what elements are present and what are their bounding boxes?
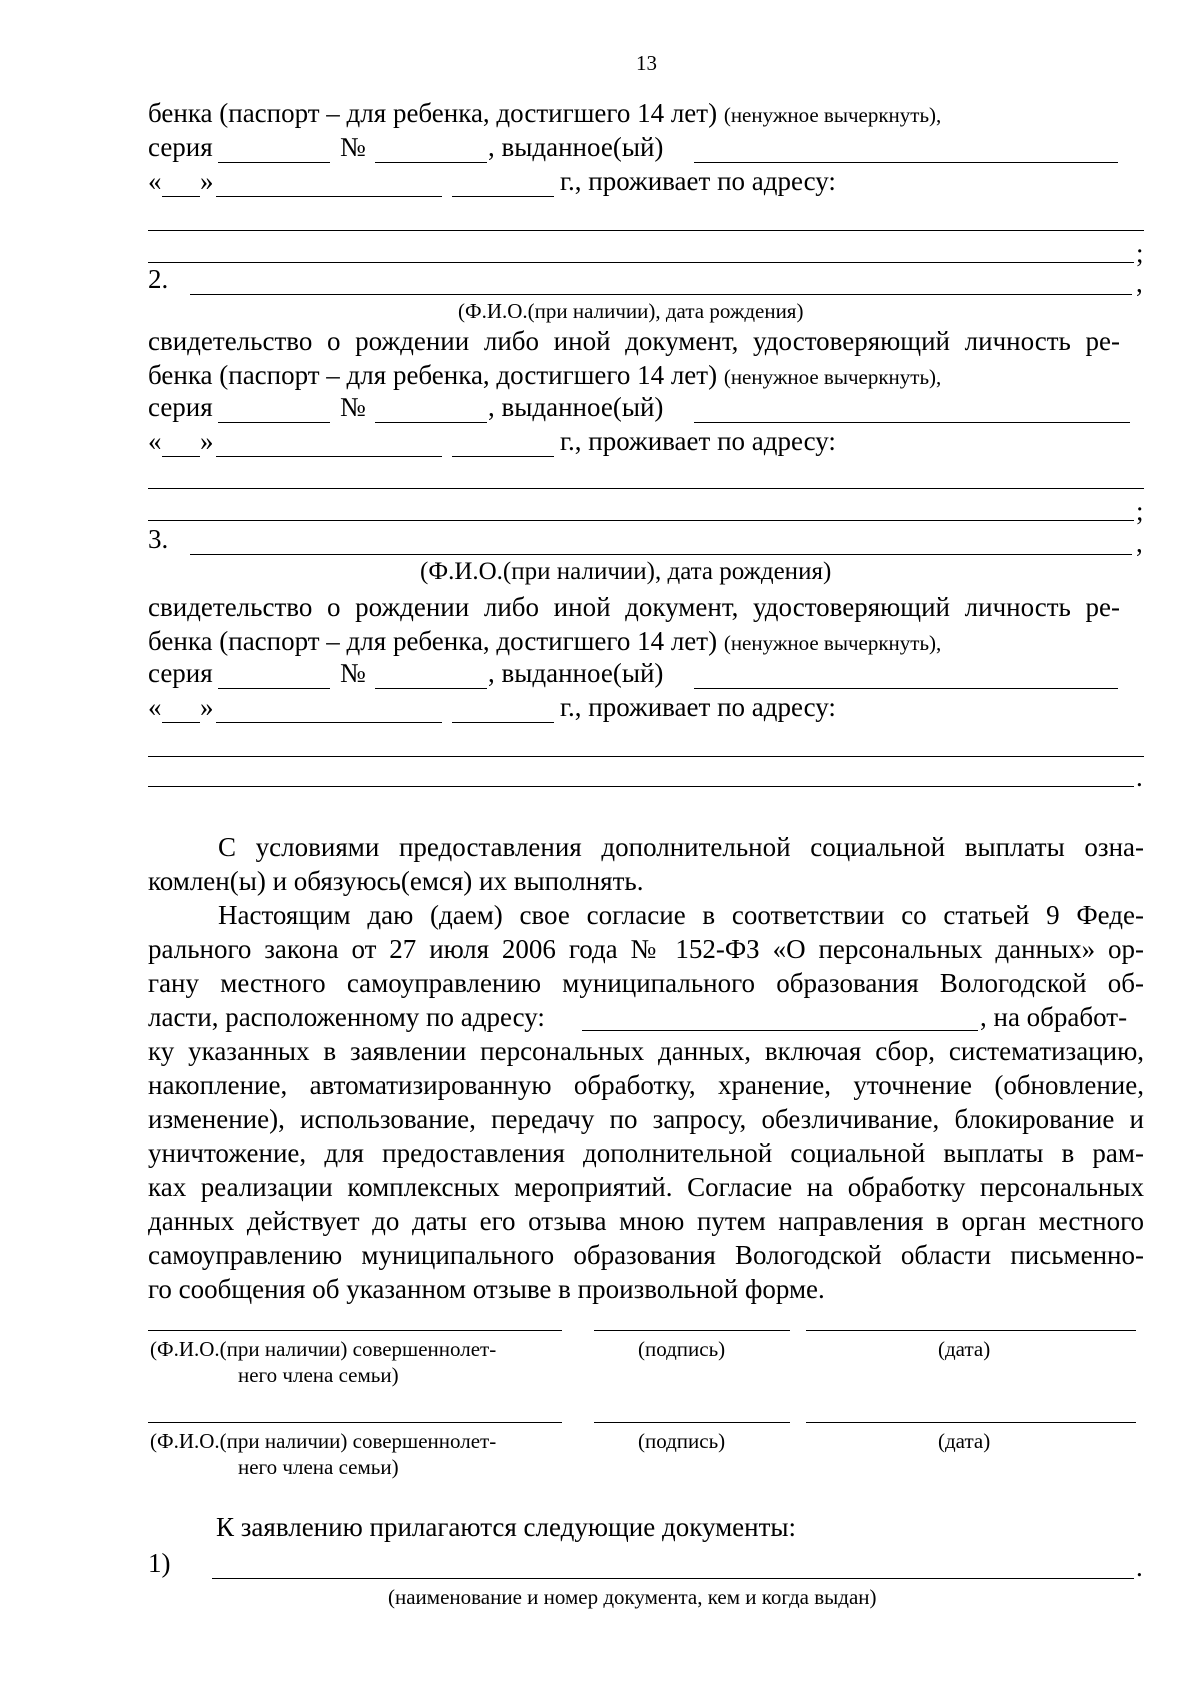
consent-line-5: ку указанных в заявлении персональных данных, включая сбор, систематизацию, — [148, 1036, 1144, 1066]
address-line-1[interactable] — [148, 230, 1144, 231]
attachment-1-field[interactable] — [212, 1578, 1134, 1579]
issued-by-field[interactable] — [694, 162, 1118, 163]
child2-fio-field[interactable] — [190, 294, 1132, 295]
child3-quote-open: « — [148, 692, 162, 722]
seria-field[interactable] — [218, 162, 330, 163]
signer2-signature-caption: (подпись) — [638, 1429, 726, 1453]
signer2-fio-caption-2: него члена семьи) — [238, 1455, 399, 1479]
authority-address-field[interactable] — [582, 1030, 978, 1031]
child2-month-field[interactable] — [216, 456, 442, 457]
child3-number-sign: № — [340, 658, 366, 688]
signer2-date-field[interactable] — [806, 1422, 1136, 1423]
consent-line-8: уничтожение, для предоставления дополнительной социальной выплаты в рам- — [148, 1138, 1144, 1168]
signer1-signature-caption: (подпись) — [638, 1337, 726, 1361]
child2-passport-line — [148, 358, 941, 392]
address-label: г., проживает по адресу: — [560, 166, 836, 196]
child2-seria-field[interactable] — [218, 422, 330, 423]
child3-address-label: г., проживает по адресу: — [560, 692, 836, 722]
child3-passport-line — [148, 624, 941, 658]
attachment-number: 1) — [148, 1548, 171, 1578]
consent-line-12: го сообщения об указанном отзыве в произвольной форме. — [148, 1274, 825, 1304]
quote-close: » — [200, 166, 214, 196]
attachment-period: . — [1136, 1552, 1143, 1582]
issued-label: , выданное(ый) — [488, 132, 664, 162]
child2-address-label: г., проживает по адресу: — [560, 426, 836, 456]
child3-month-field[interactable] — [216, 722, 442, 723]
consent-line-10: данных действует до даты его отзыва мною путем направления в орган местного — [148, 1206, 1144, 1236]
semicolon: ; — [1136, 238, 1144, 268]
child2-comma: , — [1136, 268, 1143, 298]
signer1-fio-field[interactable] — [148, 1330, 562, 1331]
child2-address-line-2[interactable] — [148, 520, 1134, 521]
attachments-heading: К заявлению прилагаются следующие документы: — [216, 1512, 797, 1542]
month-field[interactable] — [216, 196, 442, 197]
signer2-date-caption: (дата) — [938, 1429, 991, 1453]
signer1-date-caption: (дата) — [938, 1337, 991, 1361]
signer1-signature-field[interactable] — [594, 1330, 790, 1331]
child3-cross-out-note: (ненужное вычеркнуть), — [723, 631, 942, 655]
child3-number-field[interactable] — [375, 688, 487, 689]
child2-day-field[interactable] — [162, 456, 200, 457]
number-sign: № — [340, 132, 366, 162]
child3-period: . — [1136, 762, 1143, 792]
child2-issued-by-field[interactable] — [694, 422, 1130, 423]
quote-open: « — [148, 166, 162, 196]
child3-address-line-1[interactable] — [148, 756, 1144, 757]
year-field[interactable] — [452, 196, 554, 197]
child3-year-field[interactable] — [452, 722, 554, 723]
signer1-date-field[interactable] — [806, 1330, 1136, 1331]
signer2-fio-caption-1: (Ф.И.О.(при наличии) совершеннолет- — [150, 1429, 497, 1453]
consent-line-6: накопление, автоматизированную обработку, хранение, уточнение (обновление, — [148, 1070, 1144, 1100]
consent-line-4-start: ласти, расположенному по адресу: — [148, 1002, 545, 1032]
address-line-2[interactable] — [148, 262, 1134, 263]
child3-issued-by-field[interactable] — [694, 688, 1118, 689]
cross-out-note: (ненужное вычеркнуть), — [723, 103, 942, 127]
consent-line-11: самоуправлению муниципального образования Вологодской области письменно- — [148, 1240, 1144, 1270]
conditions-line-2: комлен(ы) и обязуюсь(емся) их выполнять. — [148, 866, 644, 896]
attachment-caption: (наименование и номер документа, кем и когда выдан) — [388, 1585, 877, 1609]
signer2-signature-field[interactable] — [594, 1422, 790, 1423]
consent-line-7: изменение), использование, передачу по запросу, обезличивание, блокирование и — [148, 1104, 1144, 1134]
child2-cross-out-note: (ненужное вычеркнуть), — [723, 365, 942, 389]
day-field[interactable] — [162, 196, 200, 197]
number-field[interactable] — [375, 162, 487, 163]
child2-year-field[interactable] — [452, 456, 554, 457]
child3-quote-close: » — [200, 692, 214, 722]
consent-line-9: ках реализации комплексных мероприятий. Согласие на обработку персональных — [148, 1172, 1144, 1202]
child3-caption: (Ф.И.О.(при наличии), дата рождения) — [420, 558, 832, 585]
child2-quote-close: » — [200, 426, 214, 456]
conditions-line-1: С условиями предоставления дополнительной социальной выплаты озна- — [218, 832, 1144, 862]
child3-address-line-2[interactable] — [148, 786, 1134, 787]
consent-line-2: рального закона от 27 июля 2006 года № 152-ФЗ «О персональных данных» ор- — [148, 934, 1144, 964]
signer1-fio-caption-1: (Ф.И.О.(при наличии) совершеннолет- — [150, 1337, 497, 1361]
seria-label: серия — [148, 132, 213, 162]
page-number: 13 — [636, 51, 657, 75]
signer1-fio-caption-2: него члена семьи) — [238, 1363, 399, 1387]
child3-number: 3. — [148, 524, 169, 554]
child2-passport-text: бенка (паспорт – для ребенка, достигшего 14 лет) — [148, 360, 724, 390]
child2-issued-label: , выданное(ый) — [488, 392, 664, 422]
consent-line-4-end: , на обработ- — [980, 1002, 1128, 1032]
child2-seria-label: серия — [148, 392, 213, 422]
child2-number-field[interactable] — [375, 422, 487, 423]
child2-quote-open: « — [148, 426, 162, 456]
child3-doc-line: свидетельство о рождении либо иной документ, удостоверяющий личность ре- — [148, 592, 1120, 622]
consent-line-1: Настоящим даю (даем) свое согласие в соответствии со статьей 9 Феде- — [218, 900, 1144, 930]
child3-seria-label: серия — [148, 658, 213, 688]
signer2-fio-field[interactable] — [148, 1422, 562, 1423]
child3-comma: , — [1136, 528, 1143, 558]
child3-issued-label: , выданное(ый) — [488, 658, 664, 688]
child2-semicolon: ; — [1136, 496, 1144, 526]
child2-doc-line: свидетельство о рождении либо иной документ, удостоверяющий личность ре- — [148, 326, 1120, 356]
passport-line — [148, 96, 941, 130]
child3-passport-text: бенка (паспорт – для ребенка, достигшего 14 лет) — [148, 626, 724, 656]
child3-seria-field[interactable] — [218, 688, 330, 689]
passport-text: бенка (паспорт – для ребенка, достигшего 14 лет) — [148, 98, 724, 128]
child2-caption: (Ф.И.О.(при наличии), дата рождения) — [458, 299, 804, 323]
child2-number: 2. — [148, 264, 169, 294]
consent-line-3: гану местного самоуправлению муниципального образования Вологодской об- — [148, 968, 1144, 998]
child3-day-field[interactable] — [162, 722, 200, 723]
child2-number-sign: № — [340, 392, 366, 422]
child2-address-line-1[interactable] — [148, 488, 1144, 489]
